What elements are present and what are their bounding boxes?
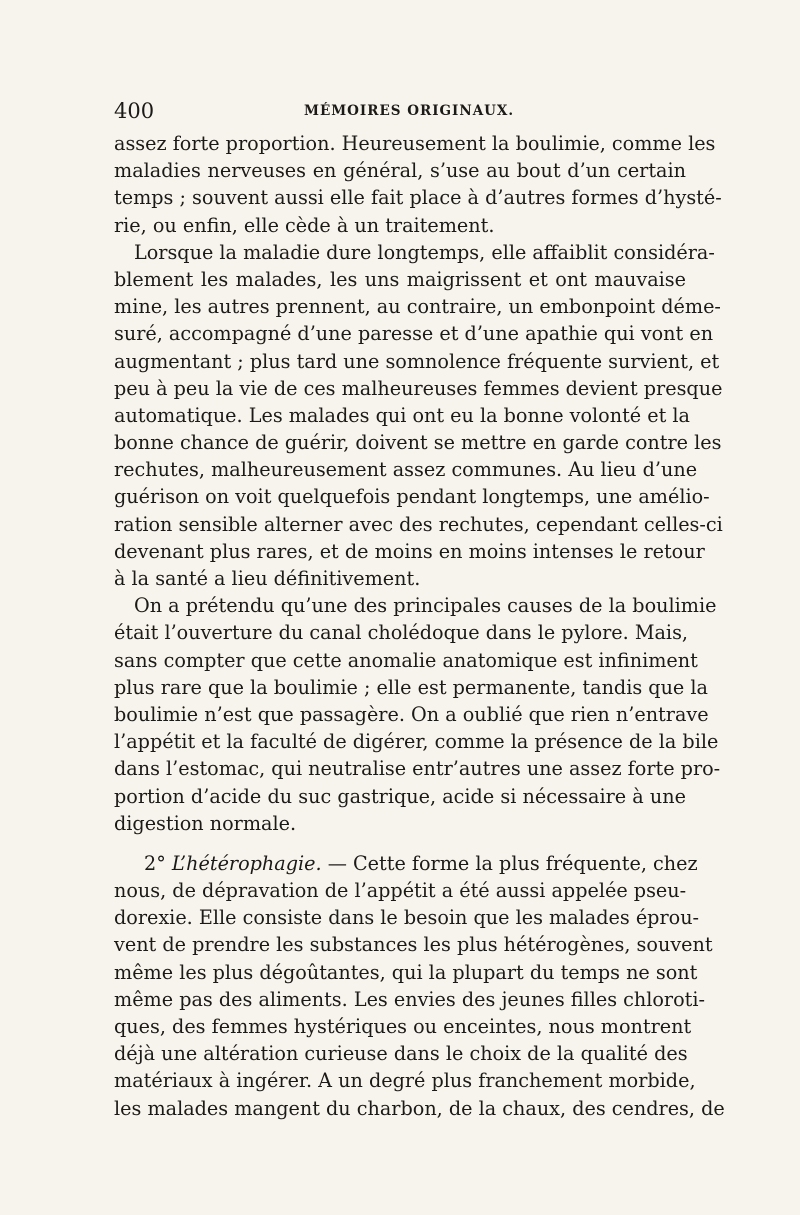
text-line: plus rare que la boulimie ; elle est permanente, tandis que la: [114, 675, 708, 699]
text-line: portion d’acide du suc gastrique, acide si nécessaire à une: [114, 784, 686, 808]
section-heading: L’hétérophagie.: [171, 851, 322, 875]
text-line: rie, ou enfin, elle cède à un traitement.: [114, 213, 495, 237]
text-line: matériaux à ingérer. A un degré plus franchement morbide,: [114, 1069, 696, 1093]
text-line-part: 2°: [144, 851, 172, 875]
page-header: [114, 98, 686, 124]
text-line: ques, des femmes hystériques ou enceintes, nous montrent: [114, 1015, 692, 1038]
text-line: automatique. Les malades qui ont eu la bonne volonté et la: [114, 403, 690, 427]
text-line: digestion normale.: [114, 811, 297, 835]
text-line-part: — Cette forme la plus fréquente, chez: [321, 851, 698, 875]
text-line: déjà une altération curieuse dans le choix de la qualité des: [114, 1042, 688, 1066]
text-line: blement les malades, les uns maigrissent et ont mauvaise: [114, 267, 686, 291]
text-line: mine, les autres prennent, au contraire, un embonpoint déme-: [114, 295, 721, 319]
text-line: suré, accompagné d’une paresse et d’une apathie qui vont en: [114, 322, 714, 346]
text-line: augmentant ; plus tard une somnolence fréquente survient, et: [114, 349, 720, 373]
text-line: à la santé a lieu définitivement.: [114, 567, 421, 590]
text-line: était l’ouverture du canal cholédoque dans le pylore. Mais,: [114, 621, 689, 645]
text-line: même les plus dégoûtantes, qui la plupart du temps ne sont: [114, 960, 698, 984]
body-text: [114, 130, 725, 1122]
text-line: maladies nerveuses en général, s’use au bout d’un certain: [114, 159, 686, 183]
text-line: temps ; souvent aussi elle fait place à d’autres formes d’hysté-: [114, 186, 722, 210]
text-line: devenant plus rares, et de moins en moins intenses le retour: [114, 539, 705, 563]
page-number: 400: [114, 99, 155, 123]
text-line: dorexie. Elle consiste dans le besoin que les malades éprou-: [114, 906, 700, 930]
text-line: guérison on voit quelquefois pendant longtemps, une amélio-: [114, 485, 710, 509]
text-line: ration sensible alterner avec des rechutes, cependant celles-ci: [114, 512, 723, 536]
text-line: vent de prendre les substances les plus hétérogènes, souvent: [114, 933, 713, 957]
text-line: même pas des aliments. Les envies des jeunes filles chloroti-: [114, 987, 705, 1011]
running-title: MÉMOIRES ORIGINAUX.: [304, 103, 515, 119]
text-line: dans l’estomac, qui neutralise entr’autres une assez forte pro-: [114, 757, 721, 781]
text-line: assez forte proportion. Heureusement la boulimie, comme les: [114, 132, 716, 155]
text-line: On a prétendu qu’une des principales causes de la boulimie: [134, 594, 717, 618]
text-line: bonne chance de guérir, doivent se mettre en garde contre les: [114, 431, 722, 455]
text-line: [114, 850, 698, 877]
text-line: sans compter que cette anomalie anatomique est infiniment: [114, 648, 698, 672]
text-line: les malades mangent du charbon, de la chaux, des cendres, de: [114, 1096, 725, 1120]
text-line: Lorsque la maladie dure longtemps, elle affaiblit considéra-: [134, 240, 715, 264]
text-line: rechutes, malheureusement assez communes. Au lieu d’une: [114, 458, 698, 482]
text-line: l’appétit et la faculté de digérer, comme la présence de la bile: [114, 730, 719, 754]
text-line: nous, de dépravation de l’appétit a été aussi appelée pseu-: [114, 879, 687, 903]
text-line: peu à peu la vie de ces malheureuses femmes devient presque: [114, 376, 723, 400]
text-line: boulimie n’est que passagère. On a oublié que rien n’entrave: [114, 702, 709, 726]
